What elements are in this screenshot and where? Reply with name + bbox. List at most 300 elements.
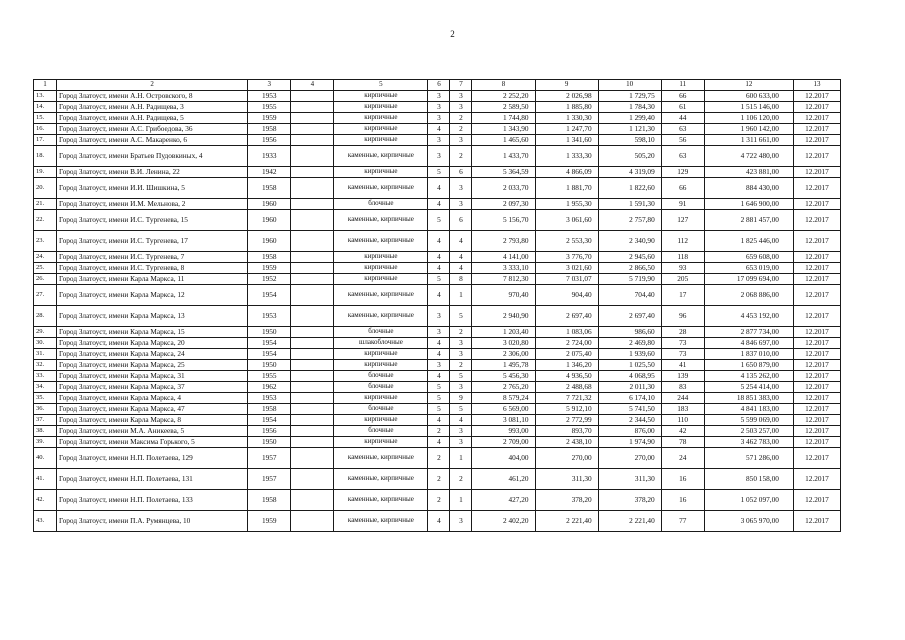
repair-date-cell: 12.2017 <box>793 469 840 490</box>
construction-year-cell: 1959 <box>248 511 291 532</box>
private-area-cell: 270,00 <box>598 448 661 469</box>
table-row <box>34 274 841 285</box>
empty-cell-cell <box>291 360 334 371</box>
row-number-cell: 33. <box>34 371 57 382</box>
floors-cell: 4 <box>428 178 450 199</box>
floors-cell: 4 <box>428 263 450 274</box>
private-area-cell: 598,10 <box>598 135 661 146</box>
living-area-cell: 270,00 <box>535 448 598 469</box>
wall-material-cell: каменные, кирпичные <box>334 306 428 327</box>
total-area-cell: 7 812,30 <box>472 274 535 285</box>
row-number-cell: 43. <box>34 511 57 532</box>
row-number-cell: 17. <box>34 135 57 146</box>
empty-cell-cell <box>291 426 334 437</box>
floors-cell: 3 <box>428 91 450 102</box>
row-number-cell: 26. <box>34 274 57 285</box>
living-area-cell: 1 330,30 <box>535 113 598 124</box>
total-area-cell: 1 744,80 <box>472 113 535 124</box>
table-row <box>34 469 841 490</box>
total-area-cell: 2 765,20 <box>472 382 535 393</box>
residents-cell: 63 <box>661 124 704 135</box>
private-area-cell: 2 221,40 <box>598 511 661 532</box>
repair-date-cell: 12.2017 <box>793 415 840 426</box>
private-area-cell: 2 697,40 <box>598 306 661 327</box>
table-row <box>34 371 841 382</box>
address-cell: Город Златоуст, имени М.А. Аникеева, 5 <box>57 426 248 437</box>
table-row <box>34 349 841 360</box>
address-cell: Город Златоуст, имени Карла Маркса, 12 <box>57 285 248 306</box>
repair-cost-cell: 1 311 661,00 <box>704 135 793 146</box>
empty-cell-cell <box>291 448 334 469</box>
repair-cost-cell: 5 599 069,00 <box>704 415 793 426</box>
wall-material-cell: блочные <box>334 199 428 210</box>
floors-cell: 4 <box>428 415 450 426</box>
repair-date-cell: 12.2017 <box>793 511 840 532</box>
construction-year-cell: 1956 <box>248 135 291 146</box>
entrances-cell: 2 <box>450 327 472 338</box>
address-cell: Город Златоуст, имени Н.П. Полетаева, 133 <box>57 490 248 511</box>
residents-cell: 96 <box>661 306 704 327</box>
construction-year-cell: 1933 <box>248 146 291 167</box>
living-area-cell: 4 866,09 <box>535 167 598 178</box>
repair-date-cell: 12.2017 <box>793 146 840 167</box>
private-area-cell: 1 025,50 <box>598 360 661 371</box>
entrances-cell: 5 <box>450 404 472 415</box>
living-area-cell: 2 438,10 <box>535 437 598 448</box>
entrances-cell: 3 <box>450 426 472 437</box>
address-cell: Город Златоуст, имени Карла Маркса, 31 <box>57 371 248 382</box>
table-row <box>34 415 841 426</box>
wall-material-cell: блочные <box>334 371 428 382</box>
residents-cell: 42 <box>661 426 704 437</box>
address-cell: Город Златоуст, имени А.Н. Радищева, 3 <box>57 102 248 113</box>
wall-material-cell: кирпичные <box>334 415 428 426</box>
private-area-cell: 4 068,95 <box>598 371 661 382</box>
floors-cell: 4 <box>428 437 450 448</box>
floors-cell: 3 <box>428 146 450 167</box>
entrances-cell: 4 <box>450 415 472 426</box>
empty-cell-cell <box>291 124 334 135</box>
total-area-cell: 1 433,70 <box>472 146 535 167</box>
entrances-cell: 3 <box>450 338 472 349</box>
construction-year-cell: 1960 <box>248 210 291 231</box>
residents-cell: 183 <box>661 404 704 415</box>
construction-year-cell: 1954 <box>248 415 291 426</box>
private-area-cell: 2 469,80 <box>598 338 661 349</box>
repair-date-cell: 12.2017 <box>793 102 840 113</box>
wall-material-cell: кирпичные <box>334 263 428 274</box>
residents-cell: 28 <box>661 327 704 338</box>
floors-cell: 4 <box>428 349 450 360</box>
empty-cell-cell <box>291 349 334 360</box>
empty-cell-cell <box>291 327 334 338</box>
page-number: 2 <box>450 29 455 39</box>
empty-cell-cell <box>291 404 334 415</box>
private-area-cell: 986,60 <box>598 327 661 338</box>
living-area-cell: 1 955,30 <box>535 199 598 210</box>
living-area-cell: 3 776,70 <box>535 252 598 263</box>
table-row <box>34 124 841 135</box>
column-number-cell: 4 <box>291 80 334 91</box>
repair-cost-cell: 5 254 414,00 <box>704 382 793 393</box>
repair-date-cell: 12.2017 <box>793 113 840 124</box>
address-cell: Город Златоуст, имени Карла Маркса, 47 <box>57 404 248 415</box>
construction-year-cell: 1959 <box>248 113 291 124</box>
address-cell: Город Златоуст, имени Н.П. Полетаева, 129 <box>57 448 248 469</box>
address-cell: Город Златоуст, имени Карла Маркса, 25 <box>57 360 248 371</box>
living-area-cell: 2 026,98 <box>535 91 598 102</box>
repair-date-cell: 12.2017 <box>793 210 840 231</box>
total-area-cell: 2 033,70 <box>472 178 535 199</box>
total-area-cell: 2 097,30 <box>472 199 535 210</box>
construction-year-cell: 1958 <box>248 404 291 415</box>
wall-material-cell: кирпичные <box>334 437 428 448</box>
residents-cell: 63 <box>661 146 704 167</box>
address-cell: Город Златоуст, имени И.С. Тургенева, 8 <box>57 263 248 274</box>
table-row <box>34 306 841 327</box>
table-row <box>34 338 841 349</box>
repair-cost-cell: 3 462 783,00 <box>704 437 793 448</box>
construction-year-cell: 1942 <box>248 167 291 178</box>
repair-cost-cell: 1 052 097,00 <box>704 490 793 511</box>
repair-cost-cell: 571 286,00 <box>704 448 793 469</box>
row-number-cell: 14. <box>34 102 57 113</box>
address-cell: Город Златоуст, имени В.И. Ленина, 22 <box>57 167 248 178</box>
residents-cell: 66 <box>661 178 704 199</box>
private-area-cell: 4 319,09 <box>598 167 661 178</box>
empty-cell-cell <box>291 393 334 404</box>
living-area-cell: 1 885,80 <box>535 102 598 113</box>
address-cell: Город Златоуст, имени Карла Маркса, 37 <box>57 382 248 393</box>
empty-cell-cell <box>291 167 334 178</box>
wall-material-cell: блочные <box>334 404 428 415</box>
private-area-cell: 1 591,30 <box>598 199 661 210</box>
total-area-cell: 1 203,40 <box>472 327 535 338</box>
living-area-cell: 378,20 <box>535 490 598 511</box>
private-area-cell: 5 719,90 <box>598 274 661 285</box>
entrances-cell: 9 <box>450 393 472 404</box>
table-row <box>34 146 841 167</box>
address-cell: Город Златоуст, имени А.Н. Радищева, 5 <box>57 113 248 124</box>
floors-cell: 3 <box>428 135 450 146</box>
repair-date-cell: 12.2017 <box>793 231 840 252</box>
wall-material-cell: кирпичные <box>334 274 428 285</box>
empty-cell-cell <box>291 371 334 382</box>
empty-cell-cell <box>291 252 334 263</box>
floors-cell: 3 <box>428 306 450 327</box>
private-area-cell: 1 299,40 <box>598 113 661 124</box>
total-area-cell: 1 343,90 <box>472 124 535 135</box>
column-number-cell: 11 <box>661 80 704 91</box>
entrances-cell: 4 <box>450 231 472 252</box>
repair-cost-cell: 17 099 694,00 <box>704 274 793 285</box>
row-number-cell: 24. <box>34 252 57 263</box>
row-number-cell: 31. <box>34 349 57 360</box>
construction-year-cell: 1962 <box>248 382 291 393</box>
repair-date-cell: 12.2017 <box>793 371 840 382</box>
empty-cell-cell <box>291 511 334 532</box>
table-row <box>34 360 841 371</box>
floors-cell: 2 <box>428 426 450 437</box>
column-number-cell: 1 <box>34 80 57 91</box>
wall-material-cell: каменные, кирпичные <box>334 285 428 306</box>
table-row <box>34 437 841 448</box>
repair-cost-cell: 4 846 697,00 <box>704 338 793 349</box>
empty-cell-cell <box>291 437 334 448</box>
private-area-cell: 378,20 <box>598 490 661 511</box>
wall-material-cell: кирпичные <box>334 102 428 113</box>
total-area-cell: 2 306,00 <box>472 349 535 360</box>
living-area-cell: 2 221,40 <box>535 511 598 532</box>
living-area-cell: 7 031,07 <box>535 274 598 285</box>
repair-date-cell: 12.2017 <box>793 382 840 393</box>
empty-cell-cell <box>291 178 334 199</box>
entrances-cell: 2 <box>450 124 472 135</box>
table-row <box>34 135 841 146</box>
wall-material-cell: кирпичные <box>334 113 428 124</box>
residents-cell: 73 <box>661 349 704 360</box>
construction-year-cell: 1956 <box>248 426 291 437</box>
repair-date-cell: 12.2017 <box>793 167 840 178</box>
empty-cell-cell <box>291 263 334 274</box>
total-area-cell: 1 495,78 <box>472 360 535 371</box>
total-area-cell: 404,00 <box>472 448 535 469</box>
table-row <box>34 113 841 124</box>
repair-cost-cell: 18 851 383,00 <box>704 393 793 404</box>
private-area-cell: 2 757,80 <box>598 210 661 231</box>
row-number-cell: 22. <box>34 210 57 231</box>
repair-date-cell: 12.2017 <box>793 199 840 210</box>
construction-year-cell: 1952 <box>248 274 291 285</box>
private-area-cell: 1 729,75 <box>598 91 661 102</box>
residents-cell: 110 <box>661 415 704 426</box>
residents-cell: 17 <box>661 285 704 306</box>
total-area-cell: 5 364,59 <box>472 167 535 178</box>
table-row <box>34 231 841 252</box>
empty-cell-cell <box>291 415 334 426</box>
repair-date-cell: 12.2017 <box>793 437 840 448</box>
entrances-cell: 5 <box>450 306 472 327</box>
repair-cost-cell: 884 430,00 <box>704 178 793 199</box>
floors-cell: 5 <box>428 393 450 404</box>
wall-material-cell: каменные, кирпичные <box>334 490 428 511</box>
living-area-cell: 4 936,50 <box>535 371 598 382</box>
address-cell: Город Златоуст, имени И.И. Шишкина, 5 <box>57 178 248 199</box>
total-area-cell: 2 793,80 <box>472 231 535 252</box>
table-row <box>34 327 841 338</box>
empty-cell-cell <box>291 382 334 393</box>
column-number-cell: 7 <box>450 80 472 91</box>
construction-year-cell: 1950 <box>248 327 291 338</box>
repair-cost-cell: 2 503 257,00 <box>704 426 793 437</box>
living-area-cell: 1 341,60 <box>535 135 598 146</box>
table-row <box>34 426 841 437</box>
entrances-cell: 8 <box>450 274 472 285</box>
floors-cell: 3 <box>428 102 450 113</box>
table-row <box>34 210 841 231</box>
repair-date-cell: 12.2017 <box>793 135 840 146</box>
repair-date-cell: 12.2017 <box>793 274 840 285</box>
column-number-cell: 3 <box>248 80 291 91</box>
private-area-cell: 311,30 <box>598 469 661 490</box>
row-number-cell: 23. <box>34 231 57 252</box>
repair-date-cell: 12.2017 <box>793 306 840 327</box>
entrances-cell: 2 <box>450 469 472 490</box>
wall-material-cell: кирпичные <box>334 252 428 263</box>
residents-cell: 24 <box>661 448 704 469</box>
wall-material-cell: блочные <box>334 382 428 393</box>
address-cell: Город Златоуст, имени Карла Маркса, 11 <box>57 274 248 285</box>
floors-cell: 5 <box>428 404 450 415</box>
total-area-cell: 4 141,00 <box>472 252 535 263</box>
construction-year-cell: 1957 <box>248 469 291 490</box>
row-number-cell: 25. <box>34 263 57 274</box>
construction-year-cell: 1954 <box>248 338 291 349</box>
entrances-cell: 2 <box>450 146 472 167</box>
repair-date-cell: 12.2017 <box>793 285 840 306</box>
total-area-cell: 5 156,70 <box>472 210 535 231</box>
residents-cell: 118 <box>661 252 704 263</box>
row-number-cell: 29. <box>34 327 57 338</box>
floors-cell: 2 <box>428 490 450 511</box>
repair-date-cell: 12.2017 <box>793 178 840 199</box>
repair-date-cell: 12.2017 <box>793 263 840 274</box>
repair-date-cell: 12.2017 <box>793 252 840 263</box>
empty-cell-cell <box>291 285 334 306</box>
construction-year-cell: 1950 <box>248 437 291 448</box>
empty-cell-cell <box>291 306 334 327</box>
repair-cost-cell: 1 837 010,00 <box>704 349 793 360</box>
entrances-cell: 1 <box>450 448 472 469</box>
row-number-cell: 20. <box>34 178 57 199</box>
floors-cell: 5 <box>428 274 450 285</box>
floors-cell: 5 <box>428 382 450 393</box>
repair-cost-cell: 1 106 120,00 <box>704 113 793 124</box>
column-number-cell: 13 <box>793 80 840 91</box>
residents-cell: 205 <box>661 274 704 285</box>
repair-cost-cell: 2 881 457,00 <box>704 210 793 231</box>
address-cell: Город Златоуст, имени Карла Маркса, 8 <box>57 415 248 426</box>
address-cell: Город Златоуст, имени Карла Маркса, 13 <box>57 306 248 327</box>
private-area-cell: 704,40 <box>598 285 661 306</box>
entrances-cell: 2 <box>450 360 472 371</box>
total-area-cell: 2 402,20 <box>472 511 535 532</box>
row-number-cell: 28. <box>34 306 57 327</box>
address-cell: Город Златоуст, имени А.Н. Островского, 8 <box>57 91 248 102</box>
total-area-cell: 2 709,00 <box>472 437 535 448</box>
repair-cost-cell: 423 881,00 <box>704 167 793 178</box>
repair-cost-cell: 1 650 879,00 <box>704 360 793 371</box>
entrances-cell: 3 <box>450 91 472 102</box>
row-number-cell: 19. <box>34 167 57 178</box>
private-area-cell: 1 822,60 <box>598 178 661 199</box>
total-area-cell: 2 940,90 <box>472 306 535 327</box>
empty-cell-cell <box>291 274 334 285</box>
repair-date-cell: 12.2017 <box>793 490 840 511</box>
entrances-cell: 6 <box>450 167 472 178</box>
table-row <box>34 511 841 532</box>
living-area-cell: 311,30 <box>535 469 598 490</box>
living-area-cell: 1 881,70 <box>535 178 598 199</box>
construction-year-cell: 1958 <box>248 124 291 135</box>
row-number-cell: 38. <box>34 426 57 437</box>
table-row <box>34 91 841 102</box>
residents-cell: 91 <box>661 199 704 210</box>
living-area-cell: 5 912,10 <box>535 404 598 415</box>
private-area-cell: 6 174,10 <box>598 393 661 404</box>
living-area-cell: 2 488,68 <box>535 382 598 393</box>
wall-material-cell: каменные, кирпичные <box>334 469 428 490</box>
address-cell: Город Златоуст, имени Н.П. Полетаева, 131 <box>57 469 248 490</box>
entrances-cell: 3 <box>450 349 472 360</box>
entrances-cell: 3 <box>450 437 472 448</box>
row-number-cell: 27. <box>34 285 57 306</box>
row-number-cell: 37. <box>34 415 57 426</box>
residents-cell: 83 <box>661 382 704 393</box>
address-cell: Город Златоуст, имени И.С. Тургенева, 17 <box>57 231 248 252</box>
repair-cost-cell: 1 825 446,00 <box>704 231 793 252</box>
column-number-cell: 12 <box>704 80 793 91</box>
entrances-cell: 6 <box>450 210 472 231</box>
residents-cell: 16 <box>661 469 704 490</box>
row-number-cell: 21. <box>34 199 57 210</box>
floors-cell: 3 <box>428 113 450 124</box>
wall-material-cell: каменные, кирпичные <box>334 178 428 199</box>
total-area-cell: 8 579,24 <box>472 393 535 404</box>
table-row <box>34 252 841 263</box>
repair-date-cell: 12.2017 <box>793 448 840 469</box>
row-number-cell: 36. <box>34 404 57 415</box>
residents-cell: 73 <box>661 338 704 349</box>
empty-cell-cell <box>291 102 334 113</box>
residents-cell: 77 <box>661 511 704 532</box>
repair-cost-cell: 4 135 262,00 <box>704 371 793 382</box>
residents-cell: 78 <box>661 437 704 448</box>
table-row <box>34 199 841 210</box>
floors-cell: 2 <box>428 469 450 490</box>
address-cell: Город Златоуст, имени И.С. Тургенева, 15 <box>57 210 248 231</box>
wall-material-cell: кирпичные <box>334 135 428 146</box>
residents-cell: 16 <box>661 490 704 511</box>
table-row <box>34 448 841 469</box>
table-row <box>34 102 841 113</box>
entrances-cell: 3 <box>450 135 472 146</box>
construction-year-cell: 1950 <box>248 360 291 371</box>
empty-cell-cell <box>291 490 334 511</box>
repair-date-cell: 12.2017 <box>793 426 840 437</box>
floors-cell: 4 <box>428 338 450 349</box>
repair-cost-cell: 1 960 142,00 <box>704 124 793 135</box>
entrances-cell: 3 <box>450 199 472 210</box>
empty-cell-cell <box>291 231 334 252</box>
table-row <box>34 178 841 199</box>
column-number-cell: 9 <box>535 80 598 91</box>
total-area-cell: 970,40 <box>472 285 535 306</box>
entrances-cell: 1 <box>450 285 472 306</box>
floors-cell: 5 <box>428 167 450 178</box>
table-body <box>34 80 841 532</box>
construction-year-cell: 1958 <box>248 178 291 199</box>
empty-cell-cell <box>291 210 334 231</box>
row-number-cell: 35. <box>34 393 57 404</box>
wall-material-cell: шлакоблочные <box>334 338 428 349</box>
living-area-cell: 1 083,06 <box>535 327 598 338</box>
repair-date-cell: 12.2017 <box>793 404 840 415</box>
living-area-cell: 2 075,40 <box>535 349 598 360</box>
living-area-cell: 1 247,70 <box>535 124 598 135</box>
floors-cell: 5 <box>428 210 450 231</box>
total-area-cell: 2 252,20 <box>472 91 535 102</box>
